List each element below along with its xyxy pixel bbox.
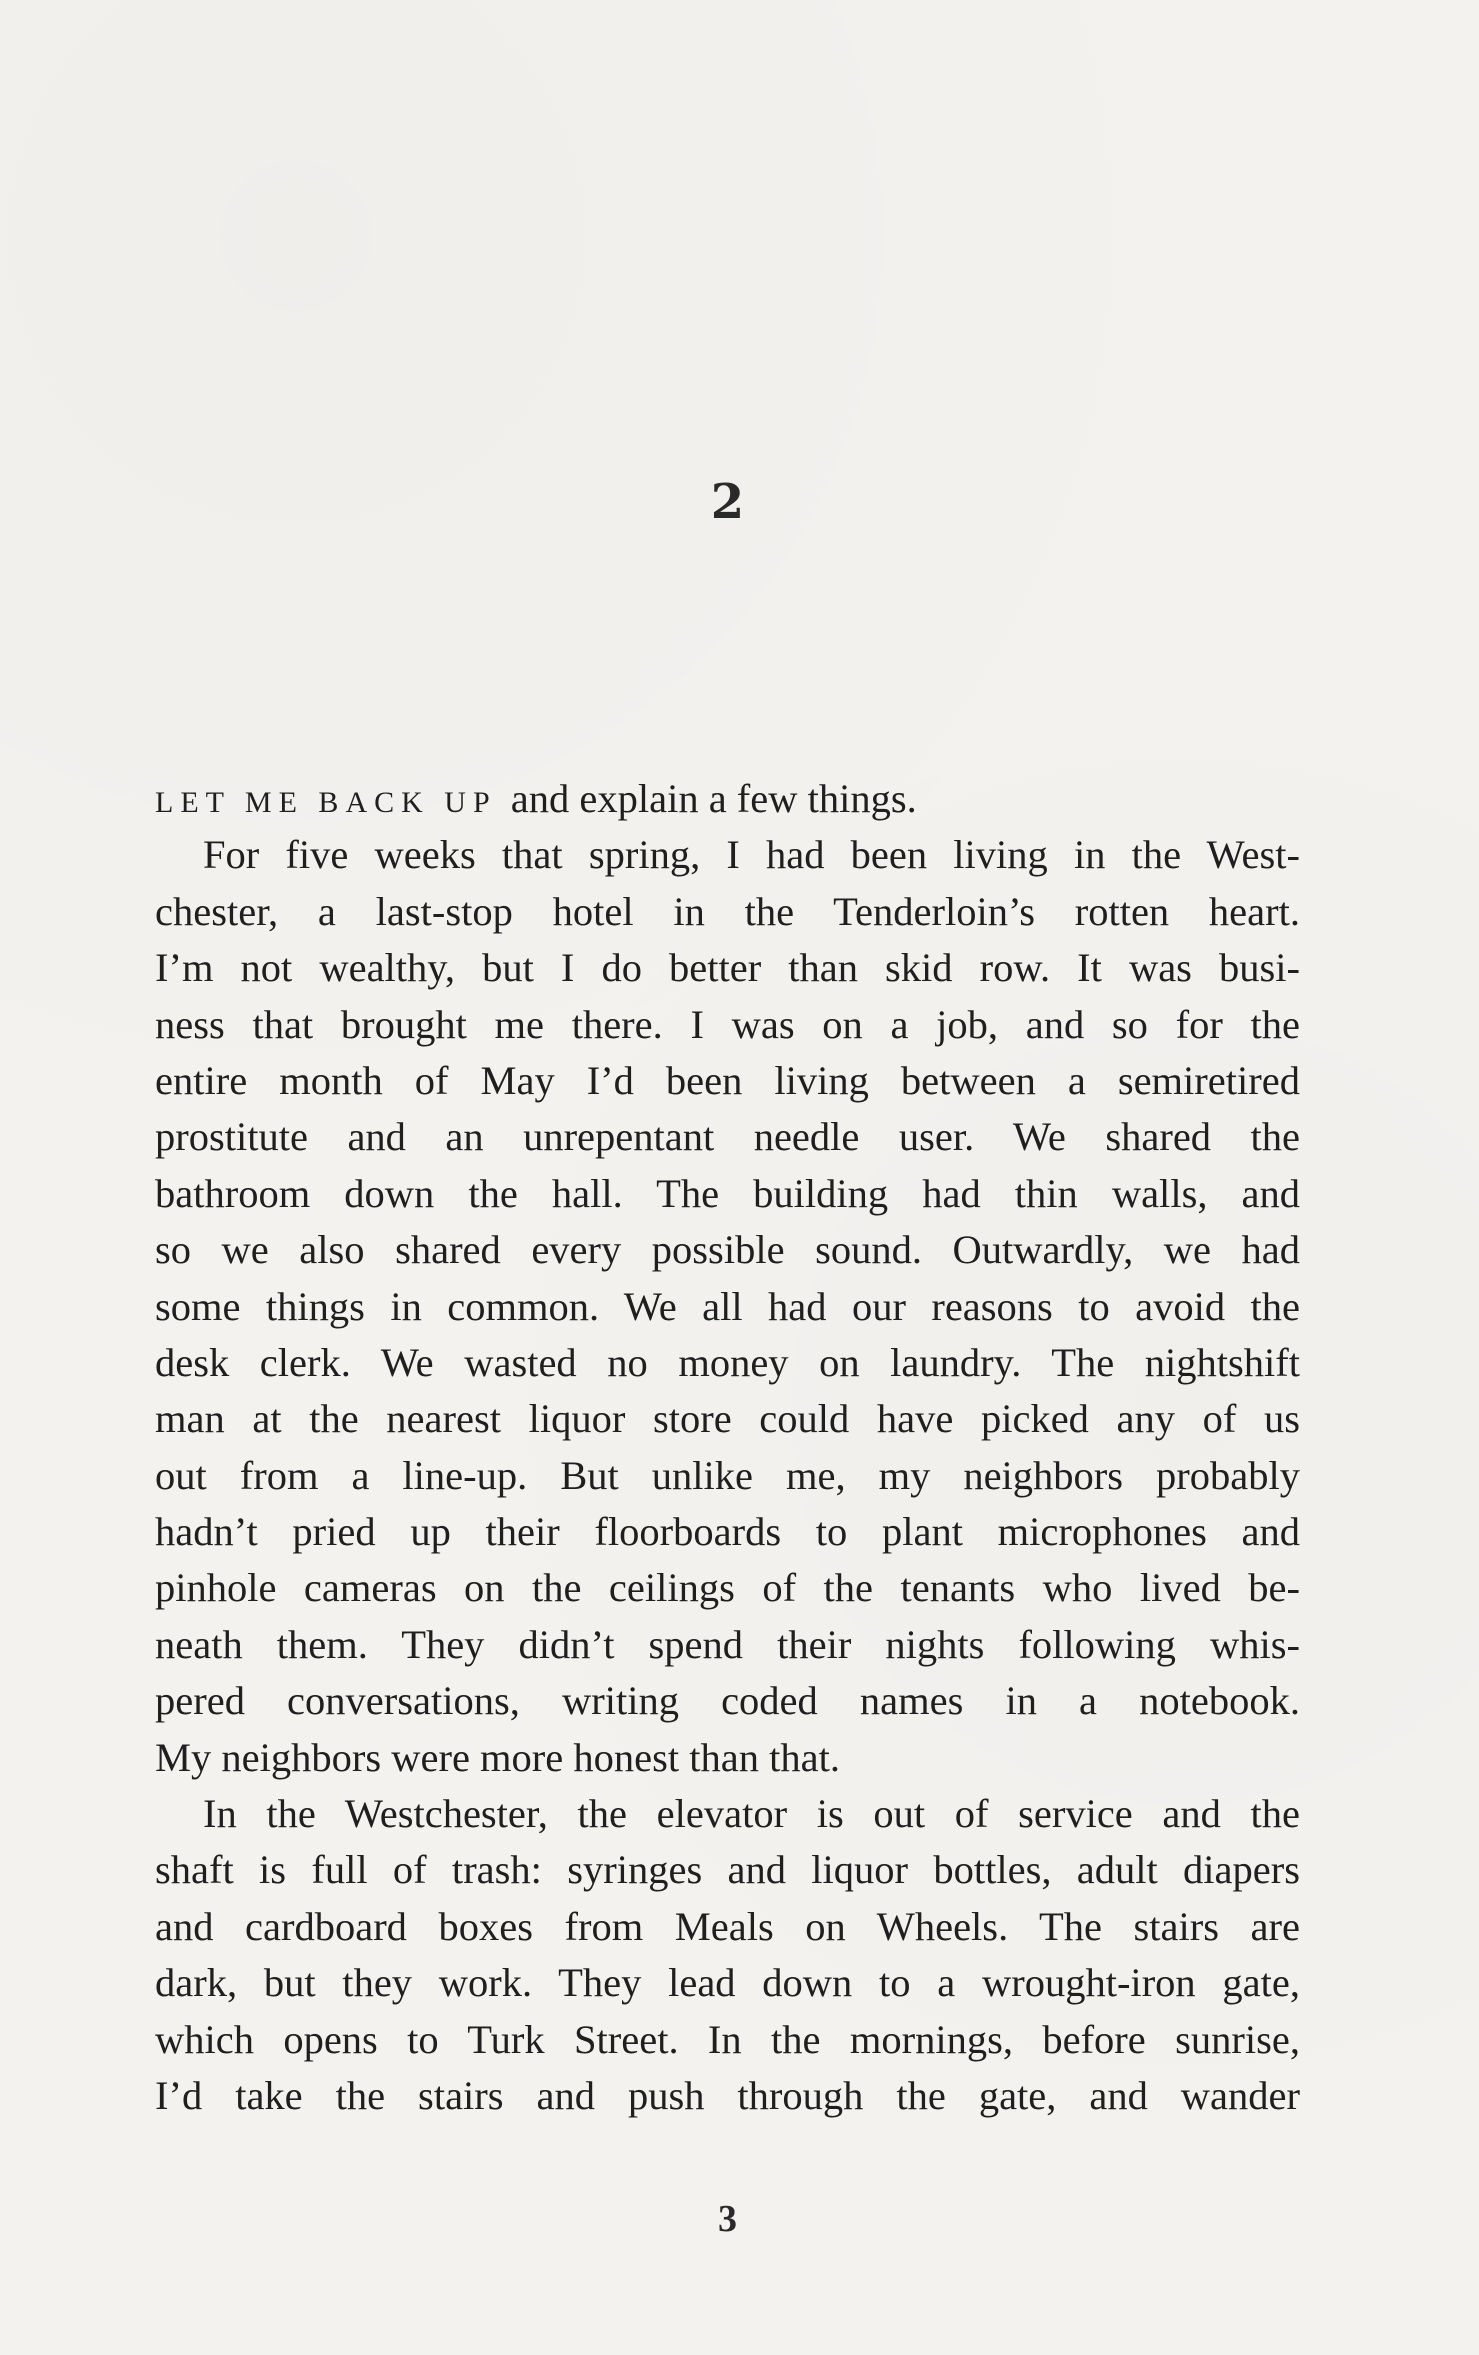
page-number: 3 xyxy=(718,2198,737,2240)
text-line: desk clerk. We wasted no money on laundry. The nightshift xyxy=(155,1339,1300,1385)
text-line: pinhole cameras on the ceilings of the tenants who lived be- xyxy=(155,1565,1300,1611)
text-line: out from a line-up. But unlike me, my neighbors probably xyxy=(155,1452,1300,1498)
text-line-content: and explain a few things. xyxy=(500,776,917,821)
lead-in-smallcaps: LET ME BACK UP xyxy=(155,786,497,819)
chapter-number: 2 xyxy=(710,474,745,530)
text-line: man at the nearest liquor store could have picked any of us xyxy=(155,1396,1300,1442)
text-line: neath them. They didn’t spend their nights following whis- xyxy=(155,1621,1300,1667)
text-line: I’m not wealthy, but I do better than skid row. It was busi- xyxy=(155,945,1300,991)
text-line: ness that brought me there. I was on a job, and so for the xyxy=(155,1001,1300,1047)
text-line: For five weeks that spring, I had been living in the West- xyxy=(203,832,1300,878)
text-line: My neighbors were more honest than that. xyxy=(155,1734,840,1780)
text-line: entire month of May I’d been living between a semiretired xyxy=(155,1057,1300,1103)
text-line: dark, but they work. They lead down to a wrought-iron gate, xyxy=(155,1960,1300,2006)
text-line xyxy=(155,771,1300,827)
text-line: prostitute and an unrepentant needle user. We shared the xyxy=(155,1114,1300,1160)
text-line: In the Westchester, the elevator is out of service and the xyxy=(203,1791,1300,1837)
text-line: bathroom down the hall. The building had thin walls, and xyxy=(155,1170,1300,1216)
text-line: I’d take the stairs and push through the gate, and wander xyxy=(155,2072,1300,2118)
text-line: some things in common. We all had our reasons to avoid the xyxy=(155,1283,1300,1329)
text-line: chester, a last-stop hotel in the Tenderloin’s rotten heart. xyxy=(155,888,1300,934)
text-line: and cardboard boxes from Meals on Wheels. The stairs are xyxy=(155,1903,1300,1949)
text-line: shaft is full of trash: syringes and liquor bottles, adult diapers xyxy=(155,1847,1300,1893)
text-line: which opens to Turk Street. In the mornings, before sunrise, xyxy=(155,2016,1300,2062)
body-text xyxy=(155,771,1300,2124)
text-line: hadn’t pried up their floorboards to plant microphones and xyxy=(155,1509,1300,1555)
text-line: pered conversations, writing coded names in a notebook. xyxy=(155,1678,1300,1724)
text-line: so we also shared every possible sound. Outwardly, we had xyxy=(155,1227,1300,1273)
